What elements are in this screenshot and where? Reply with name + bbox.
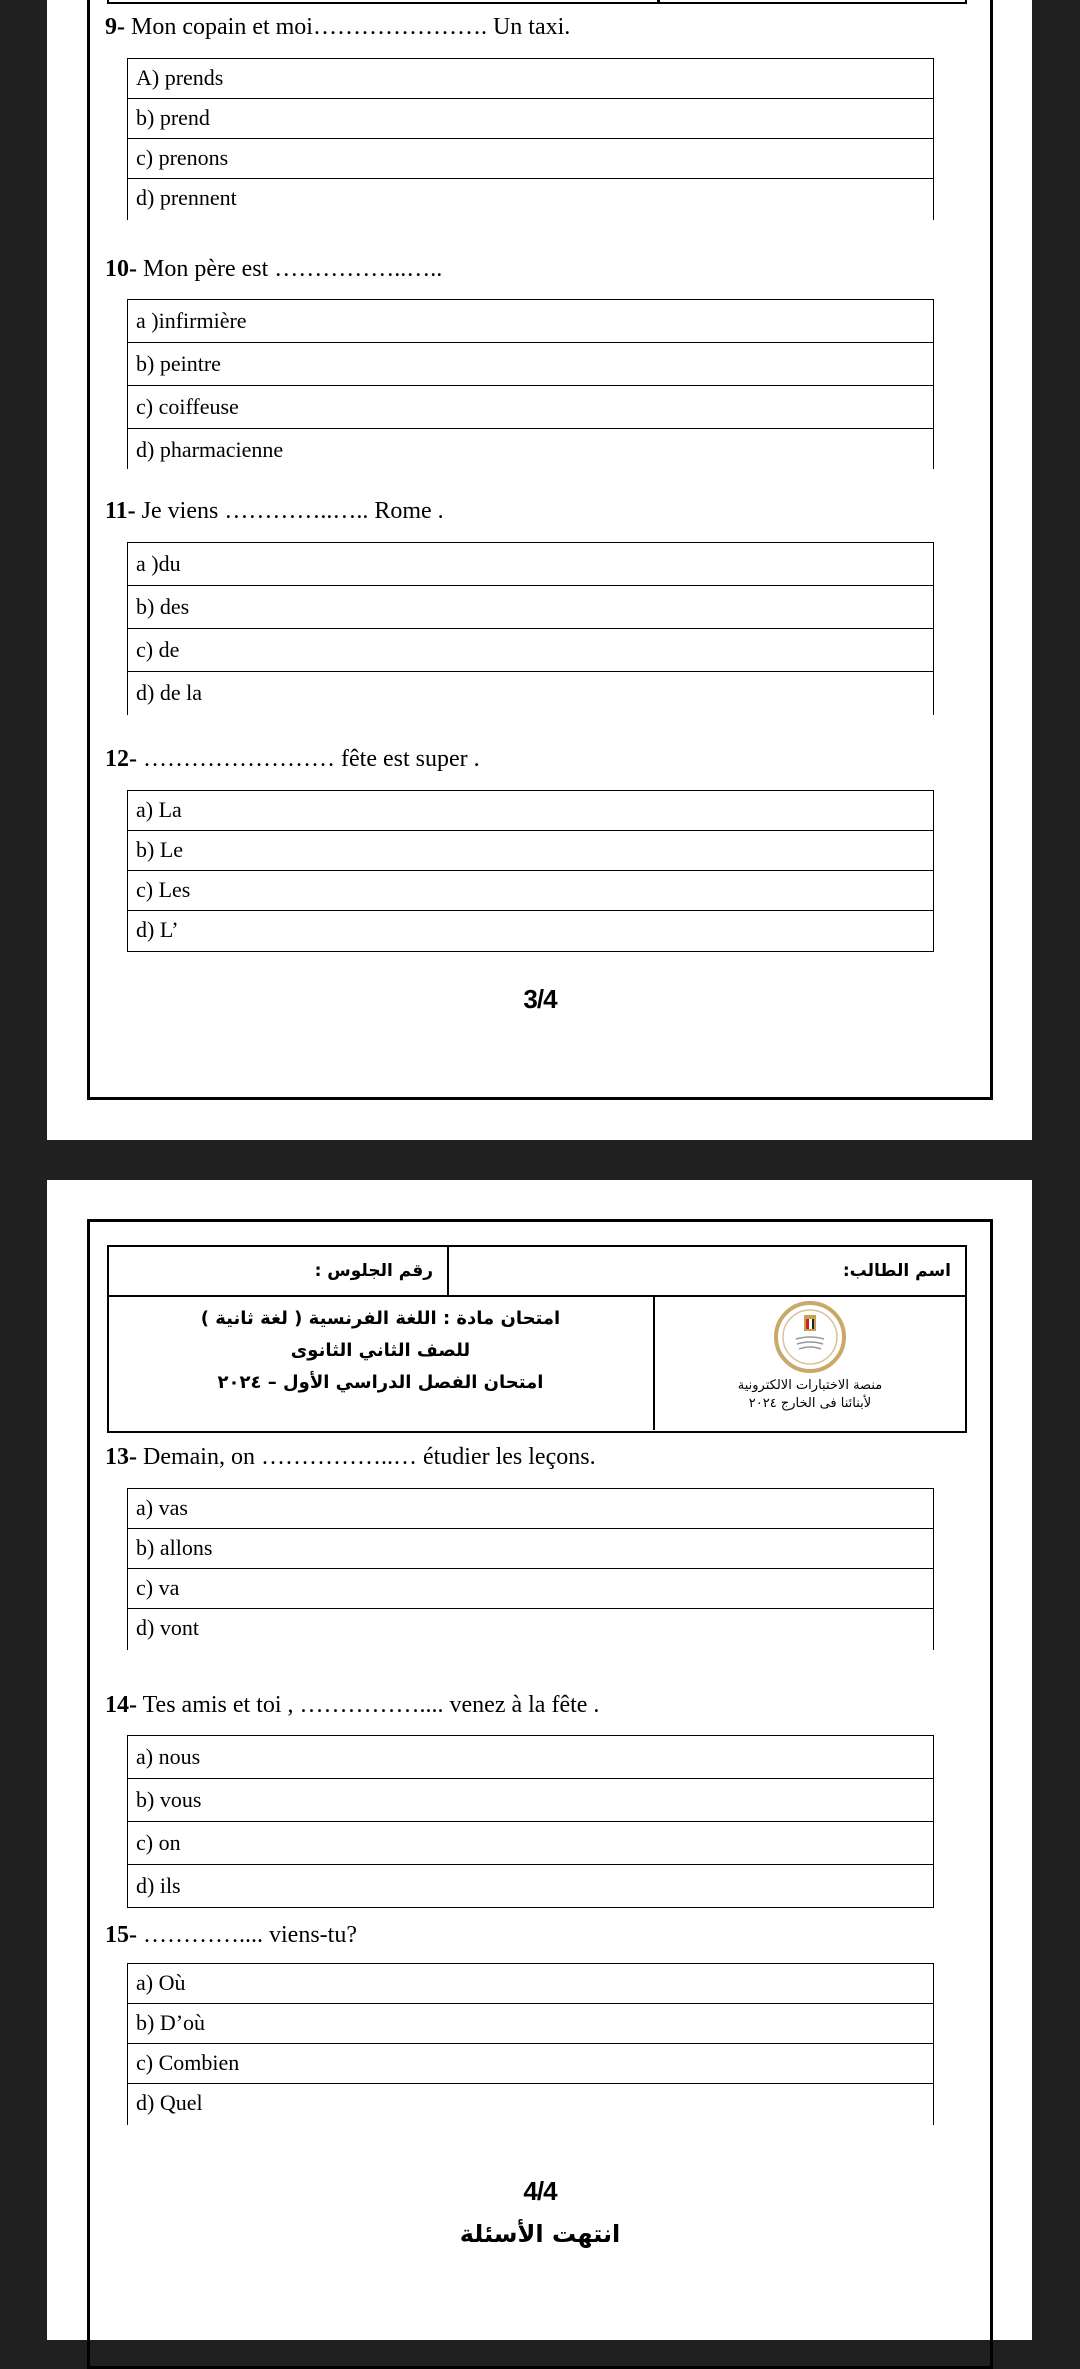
option-a[interactable]: a) La [128, 791, 933, 831]
question-text: ………….... viens-tu? [137, 1922, 357, 1948]
option-d[interactable]: d) prennent [136, 185, 237, 210]
option-b[interactable]: b) vous [128, 1779, 933, 1822]
option-d[interactable]: d) pharmacienne [136, 437, 284, 462]
options-q15 [127, 1963, 934, 2125]
option-d[interactable]: d) ils [136, 1873, 181, 1898]
end-of-questions-text: انتهت الأسئلة [459, 2220, 621, 2248]
option-b[interactable]: b) Le [128, 831, 933, 871]
question-number: 12- [105, 746, 137, 772]
exam-grade: للصف الثاني الثانوى [290, 1340, 471, 1361]
exam-header-table [107, 1245, 967, 1433]
question-text: Je viens …………..….. Rome . [135, 498, 444, 524]
question-12 [105, 744, 480, 774]
question-14 [105, 1690, 599, 1720]
question-13 [105, 1442, 596, 1472]
option-d[interactable]: d) Quel [136, 2090, 203, 2115]
header-row-student-info [109, 1247, 965, 1297]
page-number: 4/4 [523, 2176, 557, 2206]
option-b[interactable]: b) des [128, 586, 933, 629]
option-a[interactable]: A) prends [128, 59, 933, 99]
question-number: 15- [105, 1922, 137, 1948]
platform-cell [653, 1297, 965, 1430]
exam-title-cell [109, 1297, 652, 1430]
page-number: 3/4 [523, 984, 557, 1014]
student-name-cell[interactable] [462, 1247, 965, 1295]
option-c[interactable]: c) Les [128, 871, 933, 911]
option-a[interactable]: a) Où [128, 1964, 933, 2004]
question-text: Mon père est ……………..….. [137, 256, 443, 282]
question-number: 10- [105, 256, 137, 282]
option-b[interactable]: b) allons [128, 1529, 933, 1569]
header-row-exam-info [109, 1297, 965, 1430]
option-c[interactable]: c) prenons [128, 139, 933, 179]
seat-number-cell[interactable] [109, 1247, 449, 1295]
previous-table-edge [107, 0, 967, 4]
question-number: 13- [105, 1444, 137, 1470]
option-a[interactable]: a )du [128, 543, 933, 586]
exam-term: امتحان الفصل الدراسي الأول – ٢٠٢٤ [217, 1372, 544, 1393]
ministry-emblem-icon [772, 1299, 848, 1375]
options-q14 [127, 1735, 934, 1908]
question-15 [105, 1920, 357, 1950]
option-d[interactable]: d) vont [136, 1615, 199, 1640]
options-q13 [127, 1488, 934, 1650]
question-number: 9- [105, 14, 125, 40]
question-9 [105, 12, 570, 42]
option-c[interactable]: c) va [128, 1569, 933, 1609]
option-c[interactable]: c) Combien [128, 2044, 933, 2084]
exam-subject: امتحان مادة : اللغة الفرنسية ( لغة ثانية ) [200, 1308, 561, 1329]
option-d[interactable]: d) L’ [136, 917, 179, 942]
options-q11 [127, 542, 934, 715]
option-a[interactable]: a )infirmière [128, 300, 933, 343]
platform-name: منصة الاختبارات الالكترونية [737, 1378, 883, 1393]
option-b[interactable]: b) prend [128, 99, 933, 139]
options-q12 [127, 790, 934, 952]
question-text: Tes amis et toi , …………….... venez à la fête . [137, 1692, 600, 1718]
option-d[interactable]: d) de la [136, 680, 202, 705]
question-10 [105, 254, 442, 284]
question-text: …………………… fête est super . [137, 746, 480, 772]
question-11 [105, 496, 444, 526]
option-c[interactable]: c) coiffeuse [128, 386, 933, 429]
question-number: 14- [105, 1692, 137, 1718]
option-b[interactable]: b) peintre [128, 343, 933, 386]
option-a[interactable]: a) vas [128, 1489, 933, 1529]
question-text: Demain, on ……………..… étudier les leçons. [137, 1444, 596, 1470]
option-c[interactable]: c) on [128, 1822, 933, 1865]
options-q9 [127, 58, 934, 220]
option-b[interactable]: b) D’où [128, 2004, 933, 2044]
option-a[interactable]: a) nous [128, 1736, 933, 1779]
options-q10 [127, 299, 934, 469]
question-text: Mon copain et moi…………………. Un taxi. [125, 14, 571, 40]
option-c[interactable]: c) de [128, 629, 933, 672]
platform-subtitle: لأبنائنا فى الخارج ٢٠٢٤ [748, 1396, 872, 1411]
seat-number-label: رقم الجلوس : [314, 1261, 433, 1281]
student-name-label: اسم الطالب: [842, 1261, 951, 1281]
question-number: 11- [105, 498, 136, 524]
